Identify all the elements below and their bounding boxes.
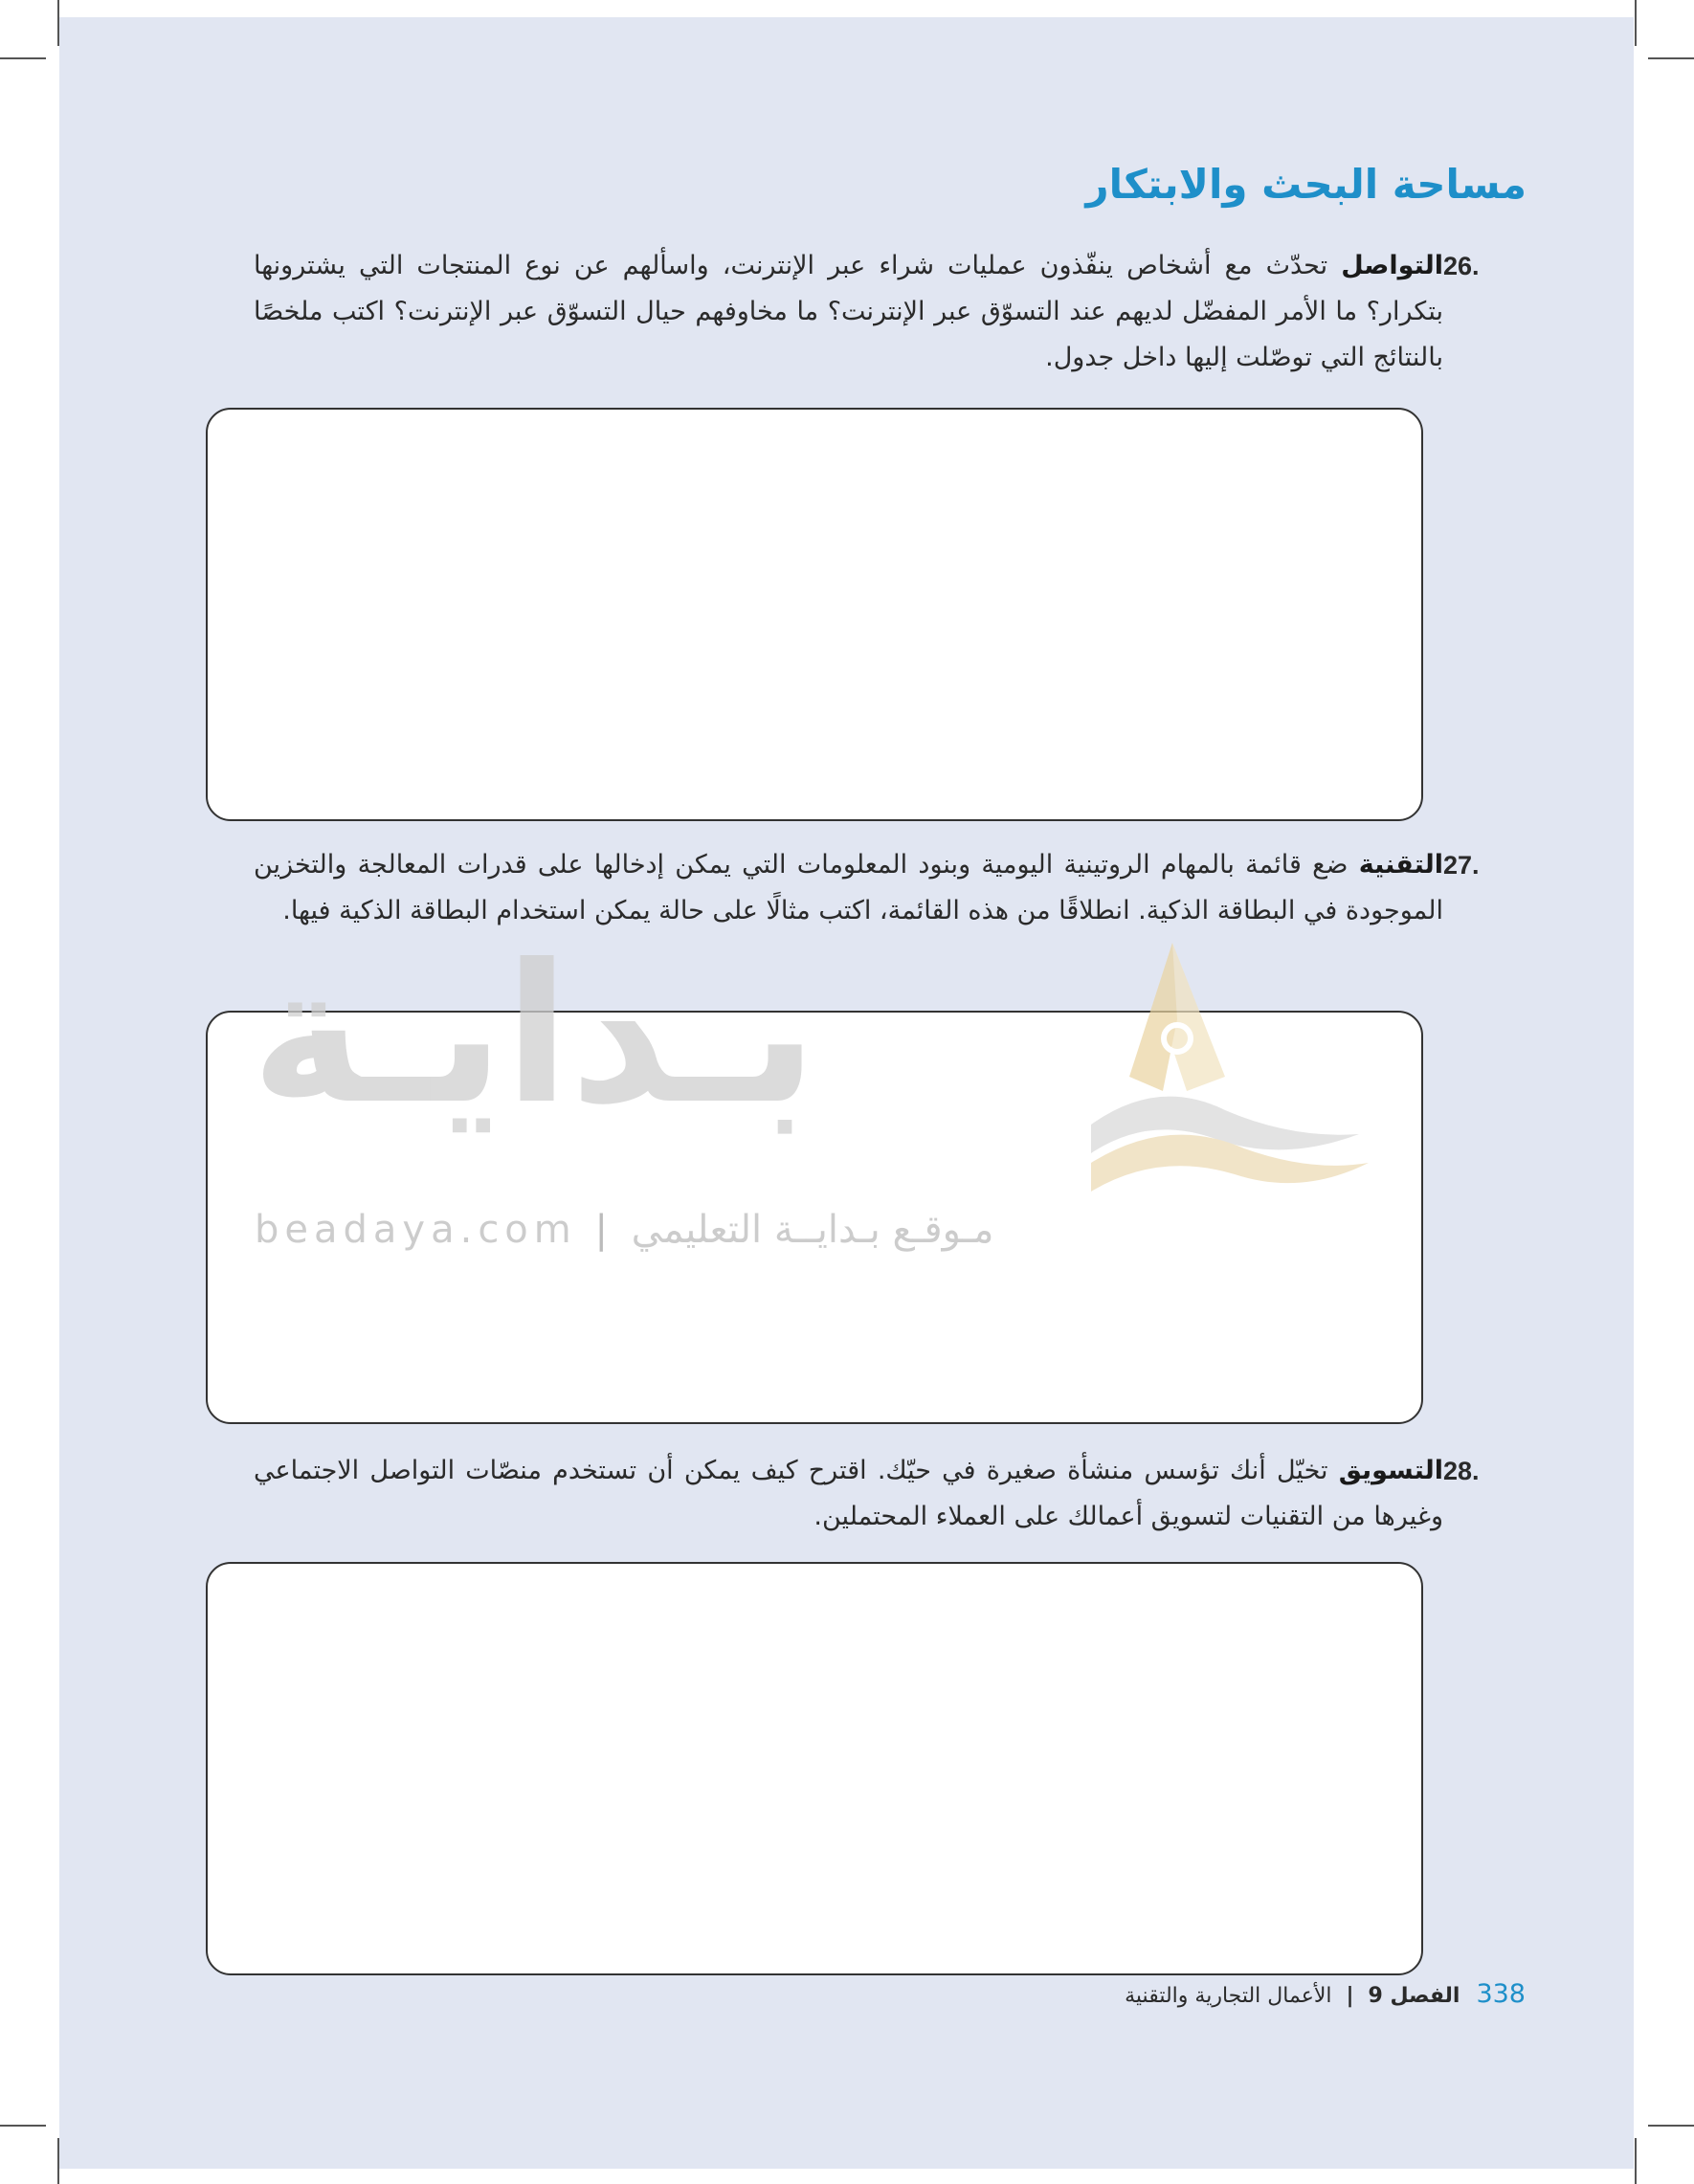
crop-mark [1635, 2138, 1637, 2184]
watermark-tagline: مـوقـع بـدايــة التعليمي [631, 1208, 994, 1252]
question-label: التواصل [1341, 251, 1443, 280]
watermark-brand: بـدايـة [251, 924, 818, 1147]
page-number: 338 [1476, 1979, 1526, 2009]
question-28 [254, 1448, 1443, 1540]
watermark-separator: | [594, 1208, 613, 1252]
crop-mark [1648, 57, 1694, 59]
crop-mark [57, 2138, 59, 2184]
question-label: التسويق [1338, 1456, 1443, 1485]
question-text: ضع قائمة بالمهام الروتينية اليومية وبنود المعلومات التي يمكن إدخالها على قدرات المعالجة والتخزين الموجودة في البطاقة الذكية. انطلاقًا من هذه القائمة، اكتب مثالًا على حالة يمكن استخدام البطاقة الذكية فيها. [254, 850, 1443, 925]
question-text: تخيّل أنك تؤسس منشأة صغيرة في حيّك. اقترح كيف يمكن أن تستخدم منصّات التواصل الاجتماعي وغيرها من التقنيات لتسويق أعمالك على العملاء المحتملين. [254, 1456, 1443, 1531]
answer-box-26[interactable] [206, 408, 1423, 821]
crop-mark [1635, 0, 1637, 46]
crop-mark [0, 57, 46, 59]
crop-mark [0, 2125, 46, 2127]
section-title: مساحة البحث والابتكار [1085, 161, 1527, 208]
chapter-number: الفصل 9 [1368, 1984, 1460, 2008]
footer-separator: | [1346, 1984, 1354, 2008]
crop-mark [57, 0, 59, 46]
question-text: تحدّث مع أشخاص ينفّذون عمليات شراء عبر الإنترنت، واسألهم عن نوع المنتجات التي يشترونها بتكرار؟ ما الأمر المفضّل لديهم عند التسوّق عبر الإنترنت؟ ما مخاوفهم حيال التسوّق عبر الإنترنت؟ اكتب ملخصًا بالنتائج التي توصّلت إليها داخل جدول. [254, 251, 1443, 372]
watermark-url-text: beadaya.com [255, 1208, 577, 1252]
question-27 [254, 842, 1443, 934]
question-number: 26. [1443, 252, 1480, 280]
page-footer [1125, 1979, 1526, 2009]
crop-mark [1648, 2125, 1694, 2127]
question-label: التقنية [1358, 850, 1443, 880]
watermark-url [255, 1208, 993, 1252]
chapter-title: الأعمال التجارية والتقنية [1125, 1984, 1332, 2008]
answer-box-28[interactable] [206, 1562, 1423, 1975]
question-number: 27. [1443, 851, 1480, 880]
question-number: 28. [1443, 1457, 1480, 1485]
pen-nib-logo-icon [1072, 933, 1378, 1220]
question-26 [254, 243, 1443, 381]
